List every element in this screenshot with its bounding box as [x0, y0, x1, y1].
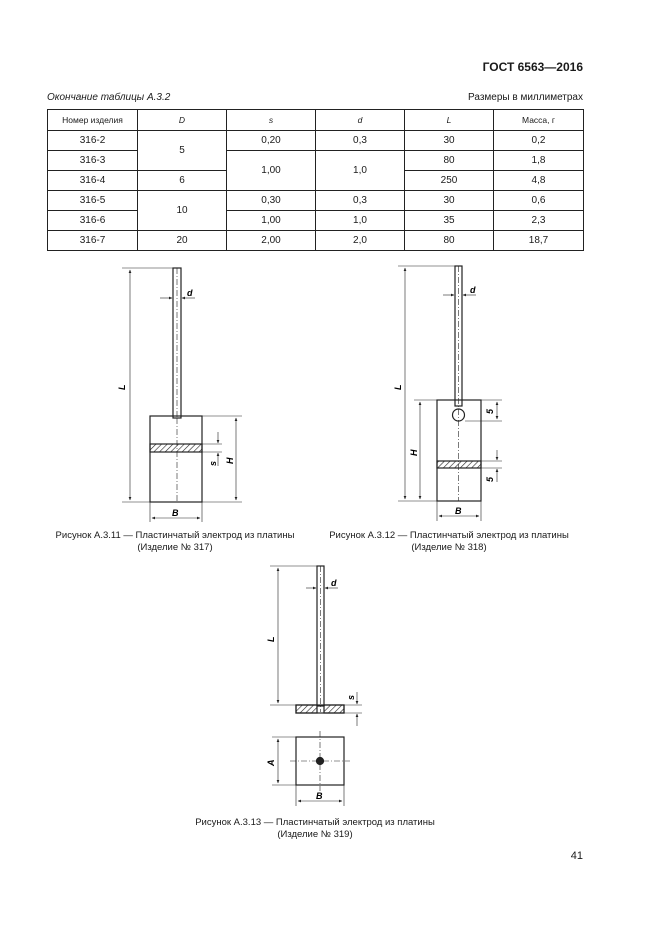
- cell-item: 316-3: [48, 151, 138, 171]
- caption-title: Рисунок А.3.12 — Пластинчатый электрод из платины: [329, 530, 569, 541]
- dim-label-H: H: [409, 449, 419, 456]
- cell-L: 250: [405, 171, 494, 191]
- column-header: Масса, г: [494, 110, 584, 131]
- dim-label-A: A: [266, 759, 276, 766]
- cell-D: 6: [138, 171, 227, 191]
- column-header: L: [405, 110, 494, 131]
- cell-d: 0,3: [316, 131, 405, 151]
- cell-s: 2,00: [227, 231, 316, 251]
- dim-label-s2: 5: [485, 476, 495, 482]
- cell-L: 30: [405, 191, 494, 211]
- column-header: D: [138, 110, 227, 131]
- cell-L: 80: [405, 231, 494, 251]
- dim-label-B: B: [455, 506, 462, 516]
- dim-label-L: L: [117, 384, 127, 390]
- figure-caption-312: [318, 530, 580, 554]
- figure-caption-313: [180, 817, 450, 841]
- table-units: Размеры в миллиметрах: [468, 92, 583, 103]
- dim-label-B: B: [172, 508, 179, 518]
- dim-label-d: d: [187, 288, 193, 298]
- wire-weld-point: [317, 758, 324, 765]
- cell-D: 20: [138, 231, 227, 251]
- document-header: ГОСТ 6563—2016: [482, 60, 583, 74]
- cell-s: 0,30: [227, 191, 316, 211]
- dim-label-B: B: [316, 791, 323, 801]
- cell-D: 10: [138, 191, 227, 231]
- column-header: d: [316, 110, 405, 131]
- cell-mass: 1,8: [494, 151, 584, 171]
- caption-item: (Изделие № 317): [137, 542, 213, 553]
- cell-d: 0,3: [316, 191, 405, 211]
- cell-item: 316-2: [48, 131, 138, 151]
- dim-label-d: d: [331, 578, 337, 588]
- caption-item: (Изделие № 319): [277, 829, 353, 840]
- table-caption: Окончание таблицы А.3.2: [47, 92, 171, 103]
- column-header: Номер изделия: [48, 110, 138, 131]
- cell-item: 316-6: [48, 211, 138, 231]
- cell-mass: 2,3: [494, 211, 584, 231]
- caption-title: Рисунок А.3.13 — Пластинчатый электрод из платины: [195, 817, 435, 828]
- cell-L: 80: [405, 151, 494, 171]
- cell-mass: 0,2: [494, 131, 584, 151]
- cell-item: 316-5: [48, 191, 138, 211]
- cell-mass: 18,7: [494, 231, 584, 251]
- cell-item: 316-7: [48, 231, 138, 251]
- page-number: 41: [570, 850, 583, 862]
- cell-d: 2,0: [316, 231, 405, 251]
- dim-label-s: s: [346, 694, 356, 700]
- cell-D: 5: [138, 131, 227, 171]
- cell-item: 316-4: [48, 171, 138, 191]
- cell-L: 35: [405, 211, 494, 231]
- electrode-plate: [150, 416, 202, 502]
- cell-s: 1,00: [227, 211, 316, 231]
- hatched-section: [150, 444, 202, 452]
- figure-a-3-11: [122, 268, 242, 522]
- caption-title: Рисунок А.3.11 — Пластинчатый электрод из платины: [55, 530, 295, 541]
- figure-a-3-13: [270, 566, 362, 806]
- dim-label-H: H: [225, 457, 235, 464]
- dim-label-s: s: [208, 460, 218, 466]
- cell-d: 1,0: [316, 211, 405, 231]
- column-header: s: [227, 110, 316, 131]
- cell-L: 30: [405, 131, 494, 151]
- caption-item: (Изделие № 318): [411, 542, 487, 553]
- cell-mass: 4,8: [494, 171, 584, 191]
- cell-s: 0,20: [227, 131, 316, 151]
- dim-label-s: 5: [485, 408, 495, 414]
- dim-label-d: d: [470, 285, 476, 295]
- cell-mass: 0,6: [494, 191, 584, 211]
- cell-d: 1,0: [316, 151, 405, 191]
- hatched-section: [437, 461, 481, 468]
- figure-caption-311: [40, 530, 310, 554]
- dim-label-L: L: [393, 384, 403, 390]
- dim-label-L: L: [266, 636, 276, 642]
- cell-s: 1,00: [227, 151, 316, 191]
